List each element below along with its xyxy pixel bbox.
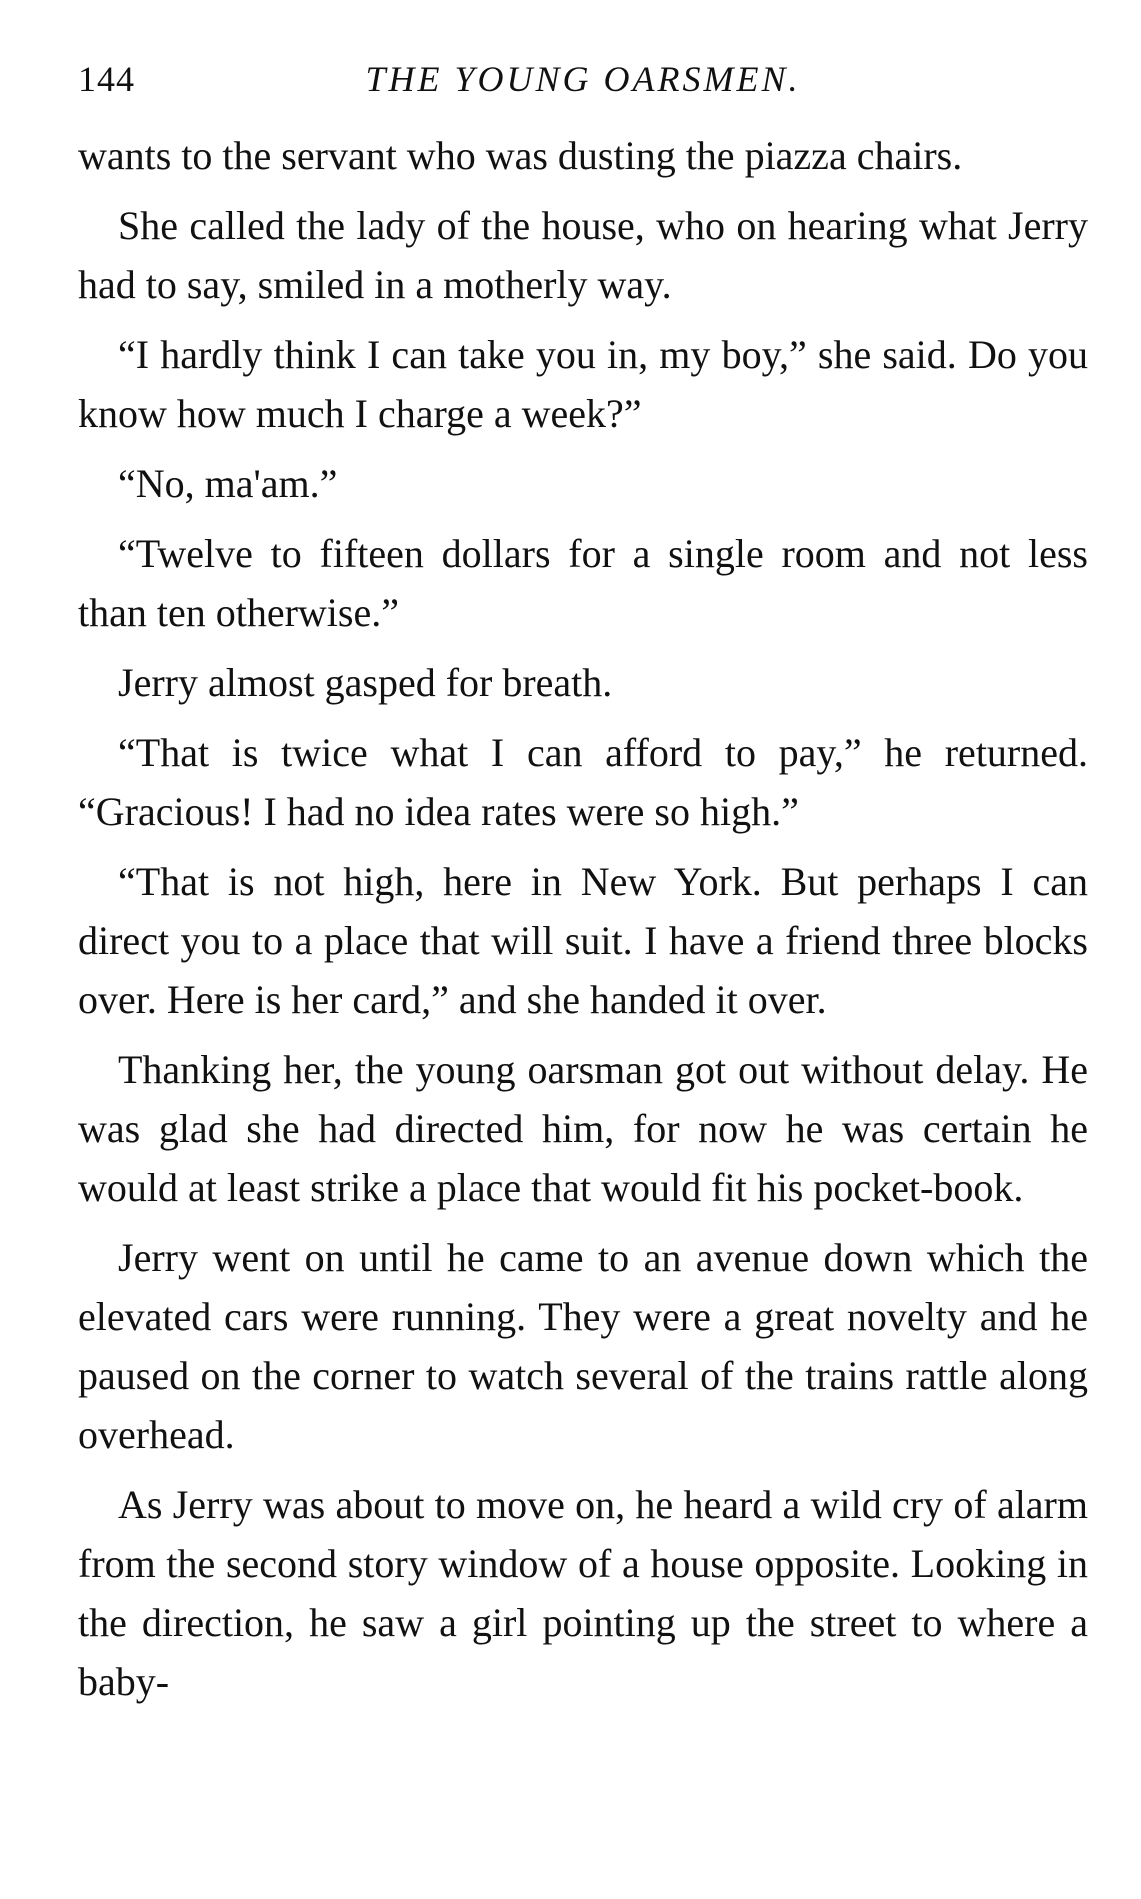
running-head	[78, 48, 1088, 118]
paragraph: “No, ma'am.”	[118, 461, 338, 506]
paragraph: She called the lady of the house, who on hearing what Jerry had to say, smiled in a motherly way.	[78, 203, 1088, 307]
paragraph: Jerry almost gasped for breath.	[118, 660, 613, 705]
paragraph: As Jerry was about to move on, he heard a wild cry of alarm from the second story window of a house opposite. Looking in the direction, he saw a girl pointing up the street to where a baby-	[78, 1482, 1088, 1704]
book-title: THE YOUNG OARSMEN.	[365, 59, 801, 99]
body-text	[78, 126, 1088, 1711]
paragraph-continuation: wants to the servant who was dusting the piazza chairs.	[78, 133, 963, 178]
paragraph: “That is not high, here in New York. But perhaps I can direct you to a place that will suit. I have a friend three blocks over. Here is her card,” and she handed it over.	[78, 859, 1088, 1022]
page-number: 144	[78, 59, 135, 99]
paragraph: Thanking her, the young oarsman got out without delay. He was glad she had directed him, for now he was certain he would at least strike a place that would fit his pocket-book.	[78, 1047, 1088, 1210]
book-page	[78, 48, 1088, 1722]
paragraph: “I hardly think I can take you in, my boy,” she said. Do you know how much I charge a week?”	[78, 332, 1088, 436]
paragraph: “Twelve to fifteen dollars for a single room and not less than ten otherwise.”	[78, 531, 1088, 635]
paragraph: Jerry went on until he came to an avenue down which the elevated cars were running. They were a great novelty and he paused on the corner to watch several of the trains rattle along overhead.	[78, 1235, 1088, 1457]
paragraph: “That is twice what I can afford to pay,” he returned. “Gracious! I had no idea rates were so high.”	[78, 730, 1088, 834]
